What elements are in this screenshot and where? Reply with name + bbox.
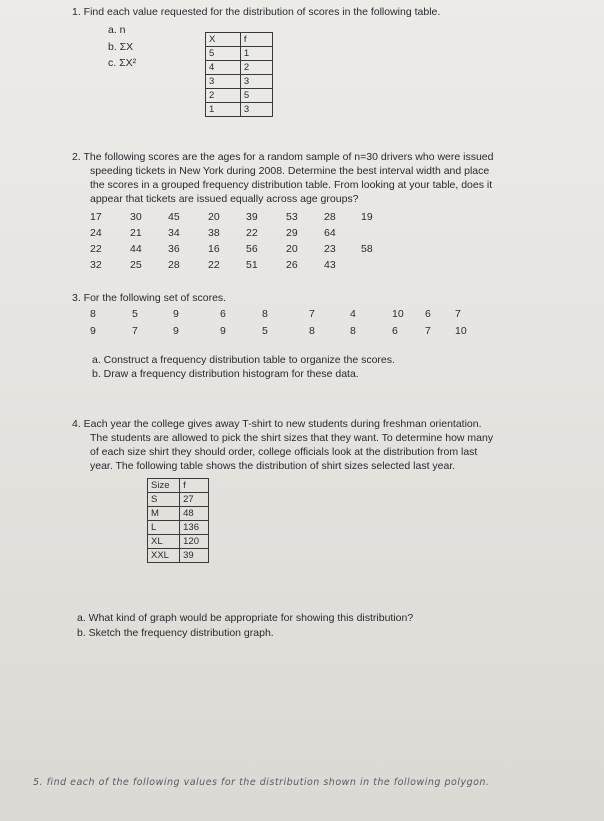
data-value: 6: [392, 325, 398, 337]
data-value: 29: [286, 227, 298, 239]
table-cell: 5: [240, 89, 272, 103]
data-value: 4: [350, 308, 356, 320]
q2-line-1: 2. The following scores are the ages for a random sample of n=30 drivers who were issued: [72, 151, 494, 163]
data-value: 22: [208, 259, 220, 271]
data-value: 30: [130, 211, 142, 223]
table-row: [206, 89, 273, 103]
data-value: 7: [132, 325, 138, 337]
data-value: 53: [286, 211, 298, 223]
data-value: 8: [90, 308, 96, 320]
table-row: [148, 521, 209, 535]
table-cell: 2: [240, 61, 272, 75]
q2-data-row: [90, 243, 391, 255]
table-cell: 3: [240, 103, 272, 117]
q4-part-a: a. What kind of graph would be appropriate for showing this distribution?: [77, 612, 414, 624]
table-row: [148, 507, 209, 521]
table-cell: XL: [148, 535, 180, 549]
q2-line-2: speeding tickets in New York during 2008. Determine the best interval width and place: [90, 165, 490, 177]
data-value: 16: [208, 243, 220, 255]
table-header-row: [206, 33, 273, 47]
data-value: 20: [286, 243, 298, 255]
data-value: 24: [90, 227, 102, 239]
table-row: [148, 493, 209, 507]
data-value: 22: [90, 243, 102, 255]
table-cell: L: [148, 521, 180, 535]
table-cell: 3: [206, 75, 241, 89]
q2-data-row: [90, 211, 391, 223]
q1-text: 1. Find each value requested for the distribution of scores in the following table.: [72, 6, 441, 18]
data-value: 28: [168, 259, 180, 271]
q3-data-row: [90, 325, 475, 337]
table-cell: 39: [180, 549, 209, 563]
table-row: [148, 549, 209, 563]
data-value: 8: [350, 325, 356, 337]
table-cell: 136: [180, 521, 209, 535]
data-value: 21: [130, 227, 142, 239]
data-value: 45: [168, 211, 180, 223]
q2-line-3: the scores in a grouped frequency distribution table. From looking at your table, does it: [90, 179, 493, 191]
data-value: 5: [132, 308, 138, 320]
table-header-cell: X: [206, 33, 241, 47]
data-value: 7: [309, 308, 315, 320]
data-value: 7: [455, 308, 461, 320]
q3-data-row: [90, 308, 475, 320]
table-cell: 5: [206, 47, 241, 61]
q3-text: 3. For the following set of scores.: [72, 292, 227, 304]
data-value: 25: [130, 259, 142, 271]
data-value: 19: [361, 211, 373, 223]
table-row: [206, 103, 273, 117]
data-value: 9: [173, 325, 179, 337]
data-value: 23: [324, 243, 336, 255]
table-header-cell: f: [180, 479, 209, 493]
data-value: 39: [246, 211, 258, 223]
data-value: 8: [262, 308, 268, 320]
table-row: [206, 75, 273, 89]
table-row: [206, 61, 273, 75]
q4-line-1: 4. Each year the college gives away T-shirt to new students during freshman orientation.: [72, 418, 482, 430]
table-cell: 1: [240, 47, 272, 61]
table-cell: 2: [206, 89, 241, 103]
table-header-cell: f: [240, 33, 272, 47]
q4-line-2: The students are allowed to pick the shirt sizes that they want. To determine how many: [90, 432, 494, 444]
data-value: 28: [324, 211, 336, 223]
table-cell: XXL: [148, 549, 180, 563]
q2-data-row: [90, 227, 361, 239]
data-value: 58: [361, 243, 373, 255]
table-cell: 120: [180, 535, 209, 549]
data-value: 17: [90, 211, 102, 223]
data-value: 51: [246, 259, 258, 271]
data-value: 32: [90, 259, 102, 271]
data-value: 6: [220, 308, 226, 320]
q2-data-row: [90, 259, 361, 271]
data-value: 7: [425, 325, 431, 337]
data-value: 9: [173, 308, 179, 320]
q1-part-a: a. n: [108, 24, 126, 36]
table-cell: S: [148, 493, 180, 507]
table-row: [148, 535, 209, 549]
data-value: 56: [246, 243, 258, 255]
q2-line-4: appear that tickets are issued equally across age groups?: [90, 193, 359, 205]
data-value: 10: [455, 325, 467, 337]
q4-line-4: year. The following table shows the distribution of shirt sizes selected last year.: [90, 460, 456, 472]
data-value: 6: [425, 308, 431, 320]
table-cell: 1: [206, 103, 241, 117]
data-value: 26: [286, 259, 298, 271]
q4-line-3: of each size shirt they should order, college officials look at the distribution from last: [90, 446, 478, 458]
q1-part-b: b. ΣX: [108, 41, 134, 53]
data-value: 5: [262, 325, 268, 337]
data-value: 43: [324, 259, 336, 271]
data-value: 44: [130, 243, 142, 255]
q1-frequency-table: [205, 32, 273, 117]
q4-part-b: b. Sketch the frequency distribution graph.: [77, 627, 274, 639]
q3-part-a: a. Construct a frequency distribution table to organize the scores.: [92, 354, 395, 366]
table-header-row: [148, 479, 209, 493]
q4-shirt-size-table: [147, 478, 209, 563]
table-cell: M: [148, 507, 180, 521]
data-value: 22: [246, 227, 258, 239]
table-cell: 48: [180, 507, 209, 521]
data-value: 38: [208, 227, 220, 239]
data-value: 8: [309, 325, 315, 337]
table-cell: 27: [180, 493, 209, 507]
data-value: 9: [220, 325, 226, 337]
table-cell: 4: [206, 61, 241, 75]
data-value: 9: [90, 325, 96, 337]
data-value: 36: [168, 243, 180, 255]
q3-part-b: b. Draw a frequency distribution histogram for these data.: [92, 368, 359, 380]
table-row: [206, 47, 273, 61]
table-cell: 3: [240, 75, 272, 89]
q1-part-c: c. ΣX²: [108, 57, 137, 69]
data-value: 10: [392, 308, 404, 320]
handwritten-q5: 5. find each of the following values for the distribution shown in the following polygon.: [33, 777, 490, 788]
data-value: 64: [324, 227, 336, 239]
data-value: 20: [208, 211, 220, 223]
data-value: 34: [168, 227, 180, 239]
table-header-cell: Size: [148, 479, 180, 493]
